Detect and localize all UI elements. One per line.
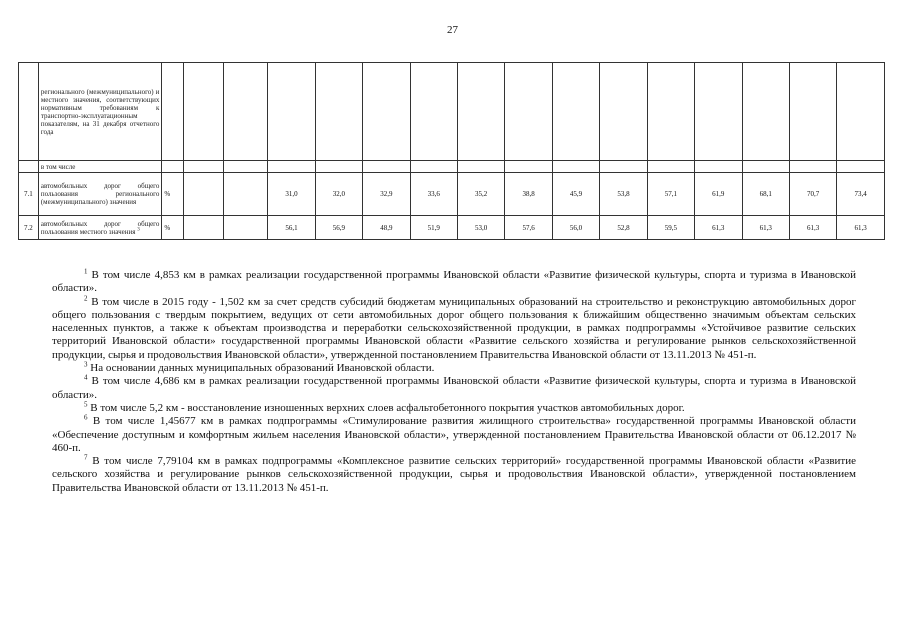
value-cell (224, 161, 268, 173)
table-row (19, 161, 885, 173)
indicator-name-text: автомобильных дорог общего пользования местного значения (40, 219, 160, 236)
value-cell (457, 161, 504, 173)
footnote-text: В том числе 4,686 км в рамках реализации государственной программы Ивановской области «Развитие физической культуры, спорта и туризма в Ивановской области». (52, 375, 857, 401)
value-cell (410, 63, 457, 161)
unit-cell: % (162, 216, 184, 240)
footnote-text: На основании данных муниципальных образований Ивановской области. (90, 362, 435, 375)
value-cell (837, 63, 885, 161)
footnote (52, 362, 856, 375)
footnote (52, 375, 856, 402)
indicator-name (38, 216, 162, 240)
value-cell: 56,9 (315, 216, 362, 240)
value-cell (184, 173, 224, 216)
value-cell: 31,0 (268, 173, 315, 216)
value-cell (837, 161, 885, 173)
value-cell: 52,8 (600, 216, 647, 240)
footnotes (52, 269, 856, 495)
value-cell (315, 63, 362, 161)
indicator-name (38, 161, 162, 173)
value-cell: 57,6 (505, 216, 552, 240)
value-cell: 61,3 (742, 216, 789, 240)
value-cell: 73,4 (837, 173, 885, 216)
row-index (19, 63, 39, 161)
indicator-name-text: автомобильных дорог общего пользования регионального (межмуниципального) значения (40, 182, 160, 206)
value-cell (695, 161, 742, 173)
value-cell: 38,8 (505, 173, 552, 216)
value-cell: 32,0 (315, 173, 362, 216)
table-row (19, 63, 885, 161)
value-cell (505, 161, 552, 173)
footnote-number: 3 (84, 360, 88, 369)
indicator-name-text: в том числе (40, 162, 76, 171)
footnote (52, 455, 856, 495)
value-cell: 35,2 (457, 173, 504, 216)
footnote-text: В том числе 5,2 км - восстановление изношенных верхних слоев асфальтобетонного покрытия участков автомобильных дорог. (90, 401, 685, 414)
value-cell (742, 161, 789, 173)
value-cell (552, 63, 599, 161)
indicator-name-text: регионального (межмуниципального) и местного значения, соответствующих нормативным требованиям к транспортно-эксплуатационным показателям, на 31 декабря отчетного года (40, 87, 160, 136)
value-cell (742, 63, 789, 161)
value-cell (184, 63, 224, 161)
value-cell (363, 161, 410, 173)
value-cell (268, 63, 315, 161)
value-cell: 61,3 (789, 216, 836, 240)
value-cell (224, 173, 268, 216)
unit-cell (162, 63, 184, 161)
table-row (19, 173, 885, 216)
value-cell (315, 161, 362, 173)
footnote (52, 269, 856, 296)
footnote-text: В том числе 4,853 км в рамках реализации государственной программы Ивановской области «Развитие физической культуры, спорта и туризма в Ивановской области». (52, 269, 857, 295)
value-cell (363, 63, 410, 161)
value-cell: 33,6 (410, 173, 457, 216)
value-cell: 57,1 (647, 173, 694, 216)
value-cell (600, 161, 647, 173)
value-cell (789, 161, 836, 173)
value-cell (224, 63, 268, 161)
value-cell (647, 161, 694, 173)
value-cell (410, 161, 457, 173)
value-cell: 32,9 (363, 173, 410, 216)
value-cell: 68,1 (742, 173, 789, 216)
value-cell (224, 216, 268, 240)
value-cell: 45,9 (552, 173, 599, 216)
footnote-number: 1 (84, 267, 88, 276)
indicators-table (18, 62, 885, 240)
unit-cell: % (162, 173, 184, 216)
row-index: 7.2 (19, 216, 39, 240)
footnote (52, 402, 856, 415)
footnote-text: В том числе 1,45677 км в рамках подпрограммы «Стимулирование развития жилищного строительства» государственной программы Ивановской области «Обеспечение доступным и комфортным жильем населения Ивановской области», утвержденной постановлением Правительства Ивановской области от 06.12.2017 № 460-п. (52, 415, 857, 454)
value-cell: 53,0 (457, 216, 504, 240)
row-index: 7.1 (19, 173, 39, 216)
unit-cell (162, 161, 184, 173)
footnote-number: 5 (84, 400, 88, 409)
value-cell (695, 63, 742, 161)
value-cell (647, 63, 694, 161)
value-cell (184, 216, 224, 240)
value-cell: 59,5 (647, 216, 694, 240)
footnote-text: В том числе 7,79104 км в рамках подпрограммы «Комплексное развитие сельских территорий» государственной программы Ивановской области «Развитие сельского хозяйства и регулирование рынков сельскохозяйственной продукции, сырья и продовольствия Ивановской области», утвержденной постановлением Правительства Ивановской области от 13.11.2013 № 451-п. (52, 455, 856, 494)
row-index (19, 161, 39, 173)
value-cell (600, 63, 647, 161)
footnote (52, 415, 856, 455)
value-cell (457, 63, 504, 161)
value-cell (184, 161, 224, 173)
value-cell: 51,9 (410, 216, 457, 240)
footnote-text: В том числе в 2015 году - 1,502 км за счет средств субсидий бюджетам муниципальных образований на строительство и реконструкцию автомобильных дорог общего пользования с твердым покрытием, ведущих от сети автомобильных дорог общего пользования к ближайшим общественно значимым объектам сельских населенных пунктов, а также к объектам производства и переработки сельскохозяйственной продукции, в рамках подпрограммы «Устойчивое развитие сельских территорий Ивановской области» государственной программы Ивановской области «Развитие сельского хозяйства и регулирование рынков сельскохозяйственной продукции, сырья и продовольствия Ивановской области», утвержденной постановлением Правительства Ивановской области от 13.11.2013 № 451-п. (52, 295, 857, 361)
table-row (19, 216, 885, 240)
value-cell: 48,9 (363, 216, 410, 240)
value-cell: 56,1 (268, 216, 315, 240)
indicator-name (38, 173, 162, 216)
indicator-name (38, 63, 162, 161)
value-cell (552, 161, 599, 173)
value-cell: 61,9 (695, 173, 742, 216)
footnote-number: 2 (84, 293, 88, 302)
page-number: 27 (447, 24, 458, 36)
footnote-number: 4 (84, 373, 88, 382)
footnote-number: 6 (84, 413, 88, 422)
footnote-number: 7 (84, 453, 88, 462)
value-cell: 61,3 (695, 216, 742, 240)
value-cell (789, 63, 836, 161)
footnote-mark: 3 (137, 227, 140, 233)
value-cell: 61,3 (837, 216, 885, 240)
value-cell (268, 161, 315, 173)
value-cell: 56,0 (552, 216, 599, 240)
value-cell: 53,8 (600, 173, 647, 216)
value-cell: 70,7 (789, 173, 836, 216)
footnote (52, 293, 857, 362)
value-cell (505, 63, 552, 161)
